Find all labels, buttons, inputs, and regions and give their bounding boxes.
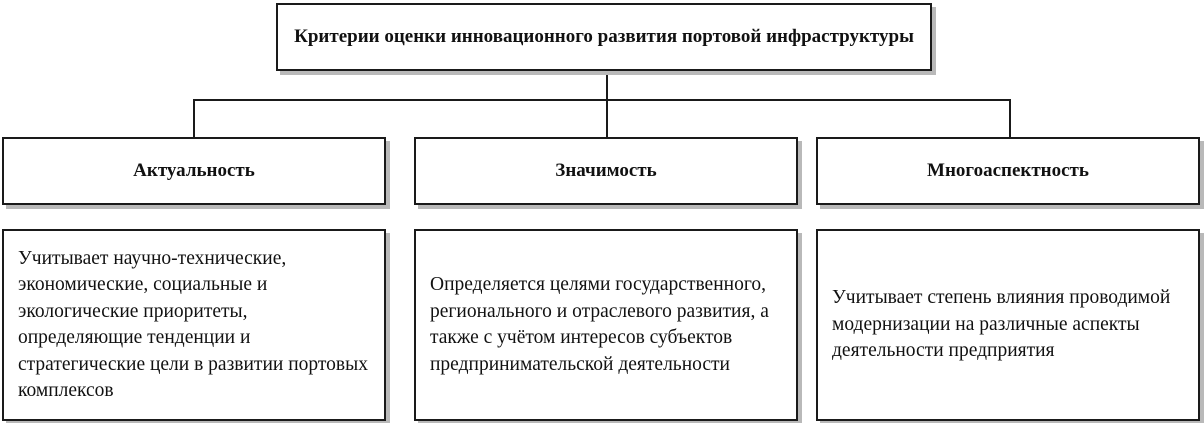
description-box-multiaspect: [816, 229, 1200, 421]
criterion-label-significance: Значимость: [555, 160, 657, 181]
criterion-box-multiaspect: [816, 137, 1200, 205]
criterion-box-relevance: [2, 137, 386, 205]
diagram-title: Критерии оценки инновационного развития портовой инфраструктуры: [294, 26, 914, 47]
description-box-significance: [414, 229, 798, 421]
criterion-box-significance: [414, 137, 798, 205]
connector-branch-3: [1009, 99, 1011, 137]
description-text-relevance: Учитывает научно-технические, экономические, социальные и экологические приоритеты, определяющие тенденции и стратегические цели в развитии портовых комплексов: [18, 247, 368, 401]
description-text-multiaspect: Учитывает степень влияния проводимой модернизации на различные аспекты деятельности предприятия: [832, 287, 1171, 362]
connector-root-vertical: [606, 71, 608, 101]
connector-branch-2: [606, 99, 608, 137]
description-text-significance: Определяется целями государственного, регионального и отраслевого развития, а также с учётом интересов субъектов предпринимательской деятельности: [430, 274, 769, 375]
criterion-label-multiaspect: Многоаспектность: [927, 160, 1089, 181]
connector-branch-1: [193, 99, 195, 137]
diagram-title-box: [276, 3, 932, 71]
description-box-relevance: [2, 229, 386, 421]
criterion-label-relevance: Актуальность: [133, 160, 255, 181]
connector-horizontal: [193, 99, 1011, 101]
